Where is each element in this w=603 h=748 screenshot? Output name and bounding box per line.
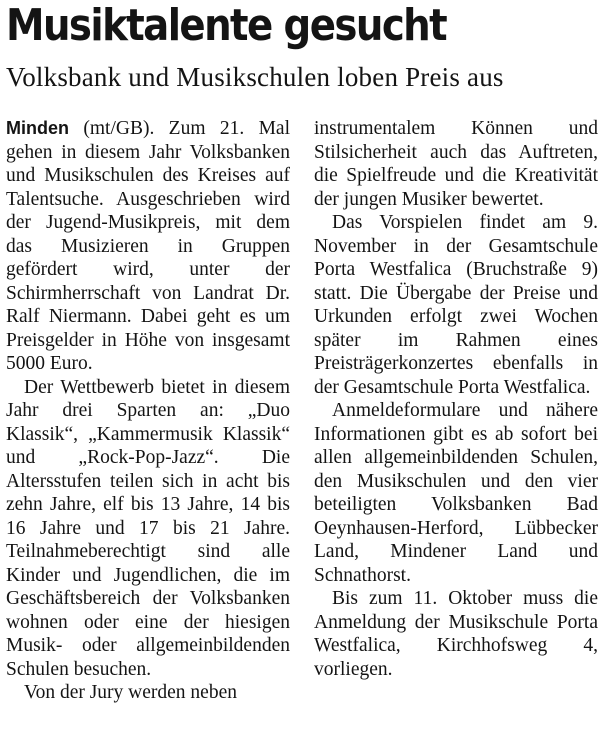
paragraph: Von der Jury werden neben [24,682,237,703]
paragraph: Das Vorspielen findet am 9. November in der Gesamtschule Porta Westfalica (Bruchstraße 9) statt. Die Übergabe der Preise und Urkunden erfolgt zwei Wochen später im Rahmen eines Preisträgerkonzertes ebenfalls in der Gesamtschule Porta Westfalica. [314,212,598,398]
article-column-right [314,117,598,681]
paragraph-text: (mt/GB). Zum 21. Mal gehen in diesem Jahr Volksbanken und Musikschulen des Kreises auf Talentsuche. Ausgeschrieben wird der Jugend-Musikpreis, mit dem das Musizieren in Gruppen gefördert wird, unter der Schirmherrschaft von Landrat Dr. Ralf Niermann. Dabei geht es um Preisgelder in Höhe von insgesamt 5000 Euro. [6,118,290,374]
subheadline: Volksbank und Musikschulen loben Preis aus [6,62,504,92]
paragraph: instrumentalem Können und Stilsicherheit auch das Auftreten, die Spielfreude und die Kreativität der jungen Musiker bewertet. [314,118,598,210]
dateline: Minden [6,118,69,138]
paragraph: Bis zum 11. Oktober muss die Anmeldung der Musikschule Porta Westfalica, Kirchhofsweg 4, vorliegen. [314,588,598,680]
paragraph: Anmeldeformulare und nähere Informationen gibt es ab sofort bei allen allgemeinbildenden Schulen, den Musikschulen und den vier beteiligten Volksbanken Bad Oeynhausen-Herford, Lübbecker Land, Mindener Land und Schnathorst. [314,400,598,586]
paragraph: Der Wettbewerb bietet in diesem Jahr drei Sparten an: „Duo Klassik“, „Kammermusik Klassik“ und „Rock-Pop-Jazz“. Die Altersstufen teilen sich in acht bis zehn Jahre, elf bis 13 Jahre, 14 bis 16 Jahre und 17 bis 21 Jahre. Teilnahmeberechtigt sind alle Kinder und Jugendlichen, die im Geschäftsbereich der Volksbanken wohnen oder eine der hiesigen Musik- oder allgemeinbildenden Schulen besuchen. [6,376,290,680]
paragraph [6,117,290,376]
headline: Musiktalente gesucht [6,0,447,51]
article-column-left [6,117,290,705]
